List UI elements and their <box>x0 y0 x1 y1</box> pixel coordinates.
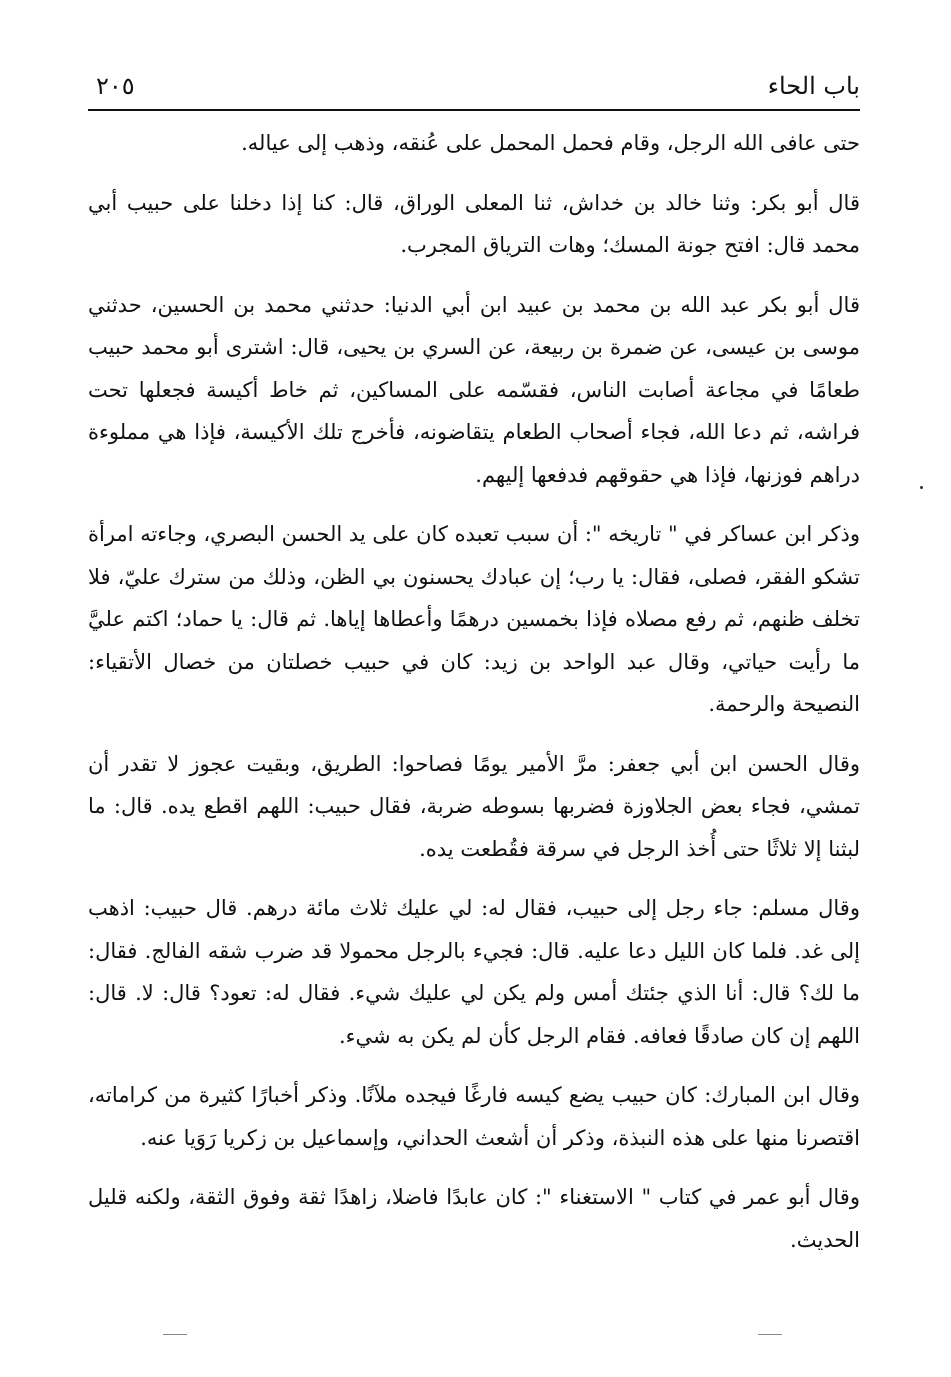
margin-dot <box>920 486 923 489</box>
header-rule <box>88 109 860 111</box>
paragraph: وذكر ابن عساكر في " تاريخه ": أن سبب تعبده كان على يد الحسن البصري، وجاءته امرأة تشكو الفقر، فصلى، فقال: يا رب؛ إن عبادك يحسنون بي الظن، وذلك من سترك عليّ، فلا تخلف ظنهم، ثم رفع مصلاه فإذا بخمسين درهمًا وأعطاها إياها. ثم قال: يا حماد؛ اكتم عليَّ ما رأيت حياتي، وقال عبد الواحد بن زيد: كان في حبيب خصلتان من خصال الأتقياء: النصيحة والرحمة. <box>88 522 860 716</box>
paragraph: وقال أبو عمر في كتاب " الاستغناء ": كان عابدًا فاضلا، زاهدًا ثقة وفوق الثقة، ولكنه قليل الحديث. <box>88 1185 860 1252</box>
footer-mark <box>163 1334 187 1335</box>
page-number: ٢٠٥ <box>96 72 135 100</box>
running-header <box>88 68 860 108</box>
chapter-title: باب الحاء <box>767 72 860 100</box>
body-text <box>88 122 860 1278</box>
paragraph: وقال ابن المبارك: كان حبيب يضع كيسه فارغًا فيجده ملآنًا. وذكر أخبارًا كثيرة من كراماته، اقتصرنا منها على هذه النبذة، وذكر أن أشعث الحداني، وإسماعيل بن زكريا رَوَيا عنه. <box>88 1083 860 1150</box>
paragraph: قال أبو بكر عبد الله بن محمد بن عبيد ابن أبي الدنيا: حدثني محمد بن الحسين، حدثني موسى بن عيسى، عن ضمرة بن ربيعة، عن السري بن يحيى، قال: اشترى أبو محمد حبيب طعامًا في مجاعة أصابت الناس، فقسّمه على المساكين، ثم خاط أكيسة فجعلها تحت فراشه، ثم دعا الله، فجاء أصحاب الطعام يتقاضونه، فأخرج تلك الأكيسة، فإذا هي مملوءة دراهم فوزنها، فإذا هي حقوقهم فدفعها إليهم. <box>88 292 860 487</box>
footer-mark <box>758 1334 782 1335</box>
paragraph: وقال مسلم: جاء رجل إلى حبيب، فقال له: لي عليك ثلاث مائة درهم. قال حبيب: اذهب إلى غد. فلما كان الليل دعا عليه. قال: فجيء بالرجل محمولا قد ضرب شقه الفالج. فقال: ما لك؟ قال: أنا الذي جئتك أمس ولم يكن لي عليك شيء. فقال له: تعود؟ قال: لا. قال: اللهم إن كان صادقًا فعافه. فقام الرجل كأن لم يكن به شيء. <box>88 896 860 1048</box>
paragraph: وقال الحسن ابن أبي جعفر: مرَّ الأمير يومًا فصاحوا: الطريق، وبقيت عجوز لا تقدر أن تمشي، فجاء بعض الجلاوزة فضربها بسوطه ضربة، فقال حبيب: اللهم اقطع يده. قال: ما لبثنا إلا ثلاثًا حتى أُخذ الرجل في سرقة فقُطعت يده. <box>88 751 860 861</box>
paragraph: قال أبو بكر: وثنا خالد بن خداش، ثنا المعلى الوراق، قال: كنا إذا دخلنا على حبيب أبي محمد قال: افتح جونة المسك؛ وهات الترياق المجرب. <box>88 190 860 257</box>
paragraph: حتى عافى الله الرجل، وقام فحمل المحمل على عُنقه، وذهب إلى عياله. <box>241 131 860 155</box>
